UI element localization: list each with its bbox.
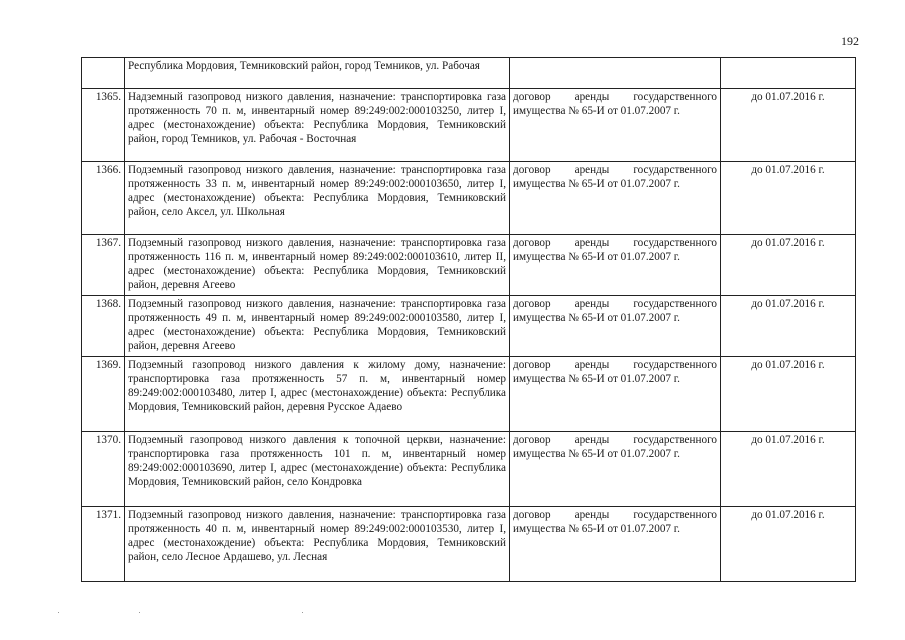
scan-artifacts — [0, 612, 905, 618]
term-cell: до 01.07.2016 г. — [721, 235, 856, 296]
property-registry-table — [81, 57, 856, 582]
object-description-cell: Республика Мордовия, Темниковский район, город Темников, ул. Рабочая — [125, 58, 510, 89]
object-description-cell: Подземный газопровод низкого давления к топочной церкви, назначение: транспортировка газа протяженность 101 п. м, инвентарный номер 89:249:002:000103690, литер I, адрес (местонахождение) объекта: Республика Мордовия, Темниковский район, село Кондровка — [125, 432, 510, 507]
document-cell — [510, 58, 721, 89]
object-description-cell: Подземный газопровод низкого давления к жилому дому, назначение: транспортировка газа протяженность 57 п. м, инвентарный номер 89:249:002:000103480, литер I, адрес (местонахождение) объекта: Республика Мордовия, Темниковский район, деревня Русское Адаево — [125, 357, 510, 432]
document-cell: договор аренды государственного имущества № 65-И от 01.07.2007 г. — [510, 432, 721, 507]
page-number: 192 — [841, 34, 859, 48]
document-cell: договор аренды государственного имущества № 65-И от 01.07.2007 г. — [510, 89, 721, 162]
document-cell: договор аренды государственного имущества № 65-И от 01.07.2007 г. — [510, 235, 721, 296]
row-number-cell — [82, 58, 125, 89]
term-cell: до 01.07.2016 г. — [721, 89, 856, 162]
term-cell: до 01.07.2016 г. — [721, 507, 856, 582]
scan-dot — [302, 612, 303, 613]
term-cell: до 01.07.2016 г. — [721, 357, 856, 432]
row-number-cell: 1367. — [82, 235, 125, 296]
row-number-cell: 1365. — [82, 89, 125, 162]
table-row — [82, 296, 856, 357]
document-cell: договор аренды государственного имущества № 65-И от 01.07.2007 г. — [510, 507, 721, 582]
row-number-cell: 1371. — [82, 507, 125, 582]
row-number-cell: 1366. — [82, 162, 125, 235]
term-cell: до 01.07.2016 г. — [721, 296, 856, 357]
term-cell: до 01.07.2016 г. — [721, 162, 856, 235]
table-row-continuation — [82, 58, 856, 89]
table-row — [82, 162, 856, 235]
object-description-cell: Подземный газопровод низкого давления, назначение: транспортировка газа протяженность 33 п. м, инвентарный номер 89:249:002:000103650, литер I, адрес (местонахождение) объекта: Республика Мордовия, Темниковский район, село Аксел, ул. Школьная — [125, 162, 510, 235]
table-row — [82, 357, 856, 432]
document-cell: договор аренды государственного имущества № 65-И от 01.07.2007 г. — [510, 357, 721, 432]
table-body — [82, 58, 856, 582]
term-cell: до 01.07.2016 г. — [721, 432, 856, 507]
object-description-cell: Надземный газопровод низкого давления, назначение: транспортировка газа протяженность 70 п. м, инвентарный номер 89:249:002:000103250, литер I, адрес (местонахождение) объекта: Республика Мордовия, Темниковский район, город Темников, ул. Рабочая - Восточная — [125, 89, 510, 162]
object-description-cell: Подземный газопровод низкого давления, назначение: транспортировка газа протяженность 116 п. м, инвентарный номер 89:249:002:000103610, литер II, адрес (местонахождение) объекта: Республика Мордовия, Темниковский район, деревня Агеево — [125, 235, 510, 296]
object-description-cell: Подземный газопровод низкого давления, назначение: транспортировка газа протяженность 40 п. м, инвентарный номер 89:249:002:000103530, литер I, адрес (местонахождение) объекта: Республика Мордовия, Темниковский район, село Лесное Ардашево, ул. Лесная — [125, 507, 510, 582]
scan-dot — [139, 612, 140, 613]
table-row — [82, 507, 856, 582]
row-number-cell: 1369. — [82, 357, 125, 432]
scan-dot — [58, 612, 59, 613]
row-number-cell: 1370. — [82, 432, 125, 507]
table-row — [82, 432, 856, 507]
document-cell: договор аренды государственного имущества № 65-И от 01.07.2007 г. — [510, 162, 721, 235]
term-cell — [721, 58, 856, 89]
row-number-cell: 1368. — [82, 296, 125, 357]
table-row — [82, 235, 856, 296]
table-row — [82, 89, 856, 162]
document-cell: договор аренды государственного имущества № 65-И от 01.07.2007 г. — [510, 296, 721, 357]
object-description-cell: Подземный газопровод низкого давления, назначение: транспортировка газа протяженность 49 п. м, инвентарный номер 89:249:002:000103580, литер I, адрес (местонахождение) объекта: Республика Мордовия, Темниковский район, деревня Агеево — [125, 296, 510, 357]
